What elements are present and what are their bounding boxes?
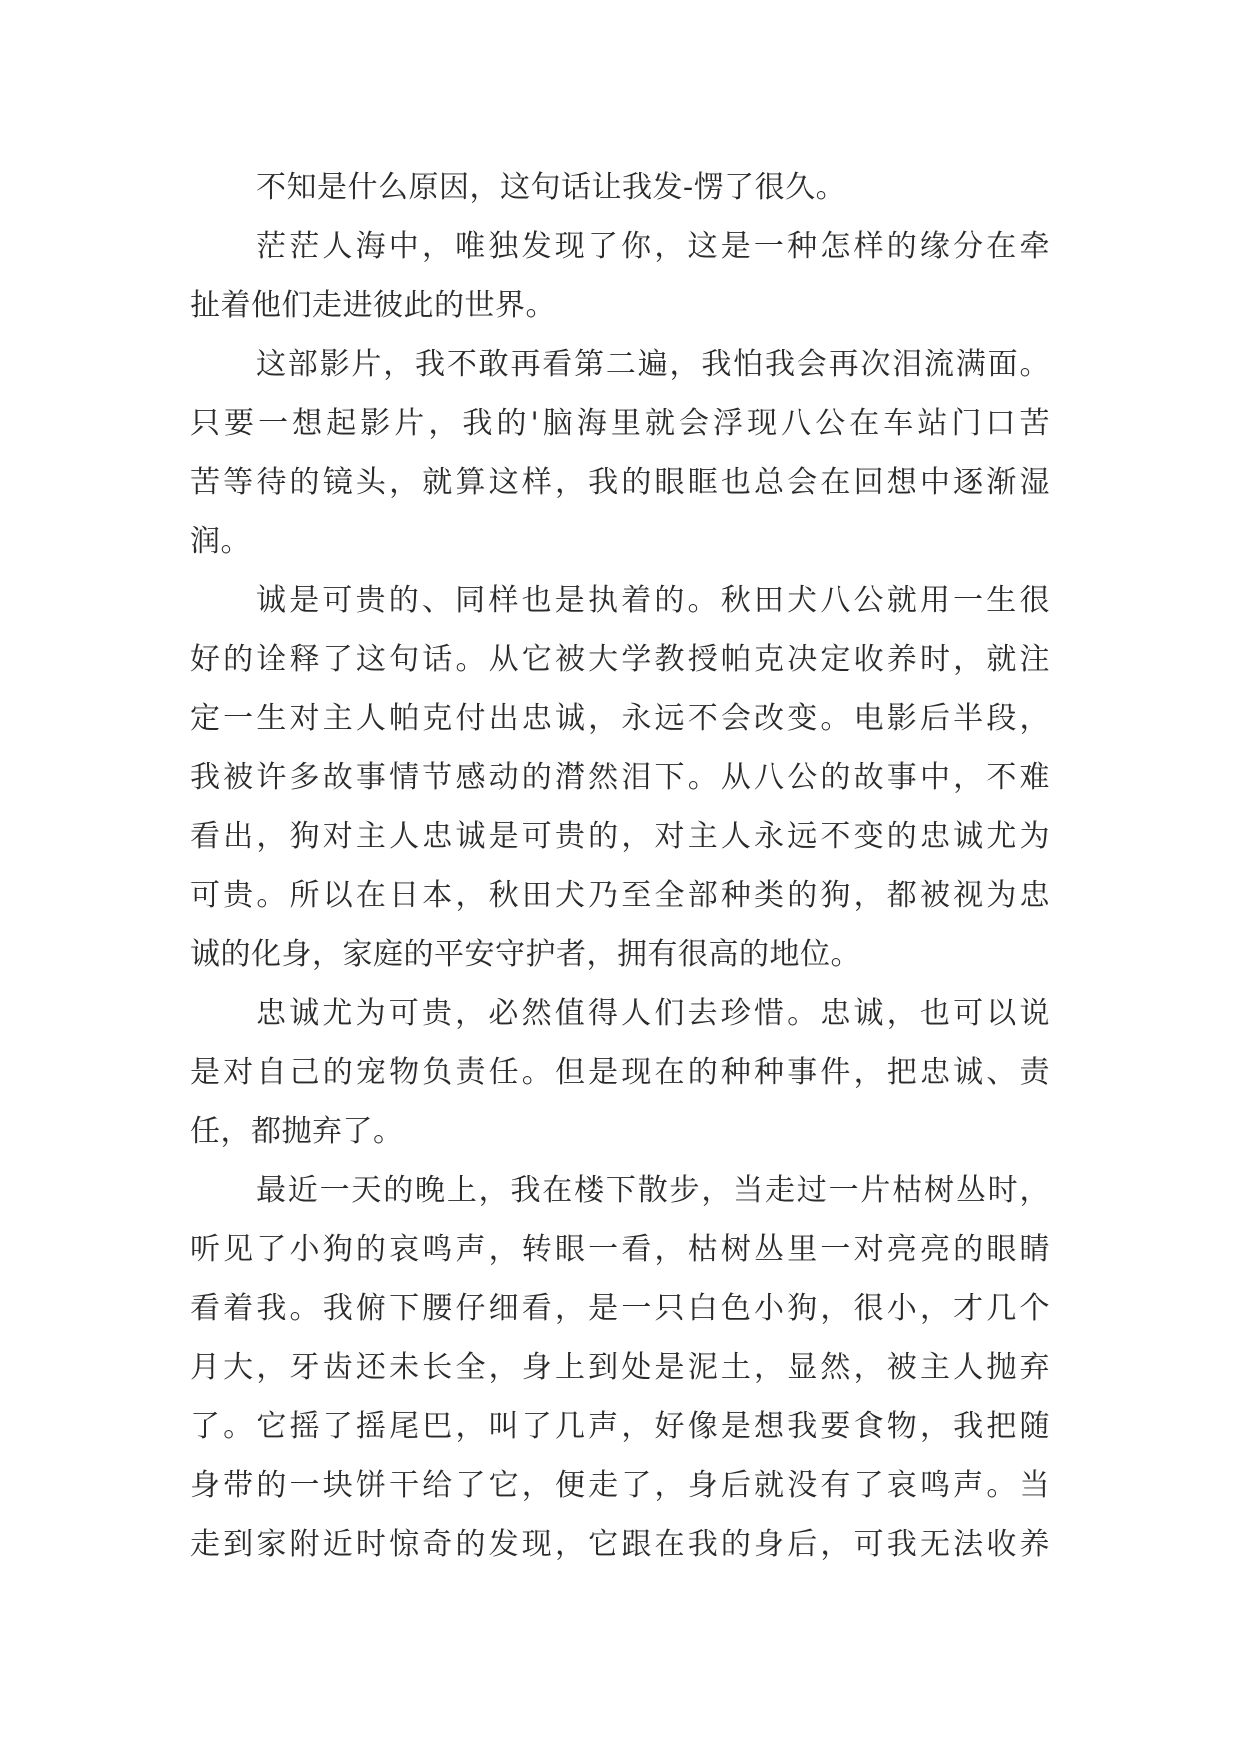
paragraph-line: 不知是什么原因，这句话让我发-愣了很久。	[256, 170, 847, 205]
paragraph-line: 任，都抛弃了。	[190, 1114, 404, 1149]
paragraph-line: 忠诚尤为可贵，必然值得人们去珍惜。忠诚，也可以说	[256, 996, 1050, 1031]
paragraph	[190, 984, 1050, 1161]
paragraph-line: 只要一想起影片，我的'脑海里就会浮现八公在车站门口苦	[190, 406, 1050, 441]
paragraph	[190, 158, 1050, 217]
paragraph-line: 听见了小狗的哀鸣声，转眼一看，枯树丛里一对亮亮的眼睛	[190, 1232, 1050, 1267]
paragraph-line: 好的诠释了这句话。从它被大学教授帕克决定收养时，就注	[190, 642, 1050, 677]
paragraph-line: 诚的化身，家庭的平安守护者，拥有很高的地位。	[190, 937, 861, 972]
paragraph	[190, 335, 1050, 571]
paragraph-line: 走到家附近时惊奇的发现，它跟在我的身后，可我无法收养	[190, 1527, 1050, 1562]
paragraph-line: 可贵。所以在日本，秋田犬乃至全部种类的狗，都被视为忠	[190, 878, 1050, 913]
paragraph-line: 是对自己的宠物负责任。但是现在的种种事件，把忠诚、责	[190, 1055, 1050, 1090]
paragraph	[190, 571, 1050, 984]
paragraph-line: 月大，牙齿还未长全，身上到处是泥土，显然，被主人抛弃	[190, 1350, 1050, 1385]
paragraph-line: 这部影片，我不敢再看第二遍，我怕我会再次泪流满面。	[256, 347, 1050, 382]
paragraph-line: 看着我。我俯下腰仔细看，是一只白色小狗，很小，才几个	[190, 1291, 1050, 1326]
paragraph-line: 润。	[190, 524, 251, 559]
paragraph-line: 扯着他们走进彼此的世界。	[190, 288, 556, 323]
paragraph-line: 我被许多故事情节感动的潸然泪下。从八公的故事中，不难	[190, 760, 1050, 795]
paragraph	[190, 1161, 1050, 1574]
paragraph-line: 了。它摇了摇尾巴，叫了几声，好像是想我要食物，我把随	[190, 1409, 1050, 1444]
paragraph-line: 最近一天的晚上，我在楼下散步，当走过一片枯树丛时，	[256, 1173, 1050, 1208]
document-page	[190, 158, 1050, 1574]
paragraph-line: 身带的一块饼干给了它，便走了，身后就没有了哀鸣声。当	[190, 1468, 1050, 1503]
paragraph-line: 茫茫人海中，唯独发现了你，这是一种怎样的缘分在牵	[256, 229, 1050, 264]
paragraph-line: 定一生对主人帕克付出忠诚，永远不会改变。电影后半段，	[190, 701, 1050, 736]
paragraph-line: 苦等待的镜头，就算这样，我的眼眶也总会在回想中逐渐湿	[190, 465, 1050, 500]
paragraph-line: 诚是可贵的、同样也是执着的。秋田犬八公就用一生很	[256, 583, 1050, 618]
paragraph	[190, 217, 1050, 335]
paragraph-line: 看出，狗对主人忠诚是可贵的，对主人永远不变的忠诚尤为	[190, 819, 1050, 854]
